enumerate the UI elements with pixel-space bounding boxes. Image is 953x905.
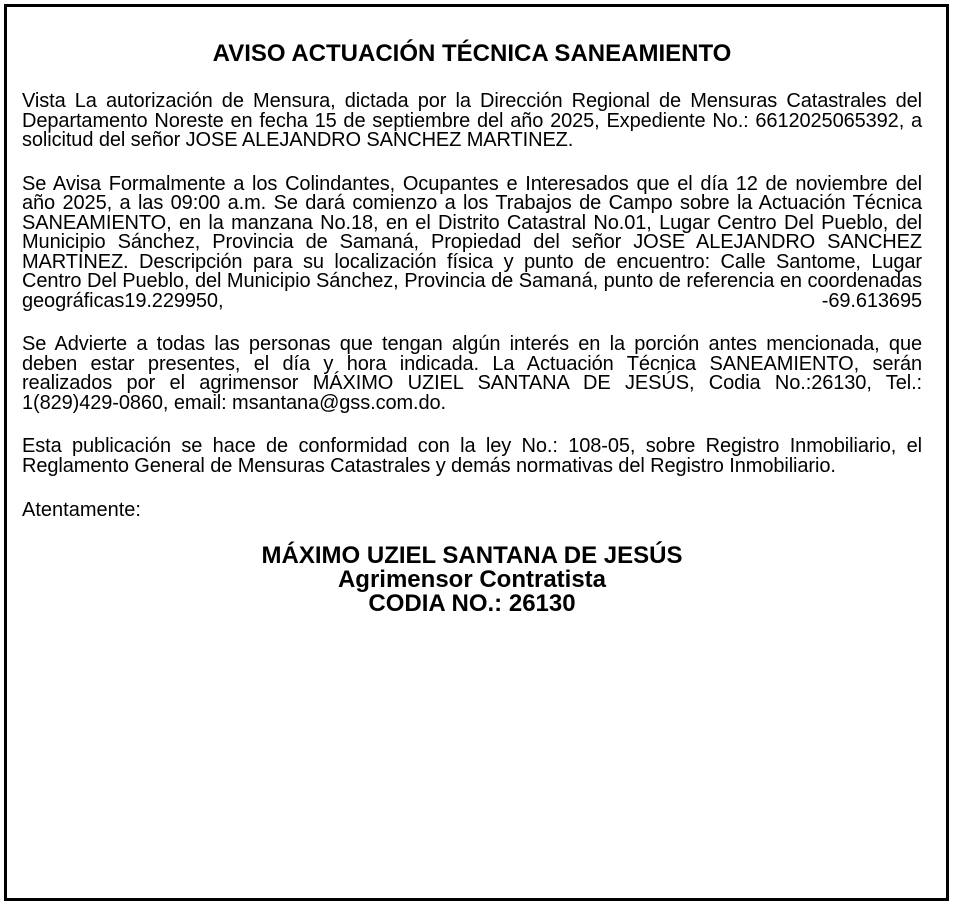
- paragraph-authorization: Vista La autorización de Mensura, dictada por la Dirección Regional de Mensuras Catastrales del Departamento Noreste en fecha 15 de septiembre del año 2025, Expediente No.: 6612025065392, a solicitud del señor JOSE ALEJANDRO SANCHEZ MARTINEZ.: [22, 90, 922, 151]
- paragraph-announcement: Se Avisa Formalmente a los Colindantes, Ocupantes e Interesados que el día 12 de noviembre del año 2025, a las 09:00 a.m. Se dará comienzo a los Trabajos de Campo sobre la Actuación Técnica SANEAMIENTO, en la manzana No.18, en el Distrito Catastral No.01, Lugar Centro Del Pueblo, del Municipio Sánchez, Provincia de Samaná, Propiedad del señor JOSE ALEJANDRO SANCHEZ MARTINEZ. Descripción para su localización física y punto de encuentro: Calle Santome, Lugar Centro Del Pueblo, del Municipio Sánchez, Provincia de Samaná, punto de referencia en coordenadas geográficas19.229950, -69.613695: [22, 172, 922, 312]
- notice-body: [22, 40, 922, 616]
- signature-block: [22, 544, 922, 616]
- paragraph-legal-basis: Esta publicación se hace de conformidad con la ley No.: 108-05, sobre Registro Inmobiliario, el Reglamento General de Mensuras Catastrales y demás normativas del Registro Inmobiliario.: [22, 435, 922, 477]
- closing-salutation: Atentamente:: [22, 499, 141, 521]
- signature-codia: CODIA NO.: 26130: [368, 590, 576, 617]
- signature-role: Agrimensor Contratista: [337, 566, 607, 593]
- signature-name: MÁXIMO UZIEL SANTANA DE JESÚS: [261, 542, 683, 569]
- paragraph-warning: Se Advierte a todas las personas que tengan algún interés en la porción antes mencionada, que deben estar presentes, el día y hora indicada. La Actuación Técnica SANEAMIENTO, serán realizados por el agrimensor MÁXIMO UZIEL SANTANA DE JESÚS, Codia No.:26130, Tel.: 1(829)429-0860, email: msantana@gss.com.do.: [22, 333, 922, 414]
- notice-title: AVISO ACTUACIÓN TÉCNICA SANEAMIENTO: [212, 40, 732, 67]
